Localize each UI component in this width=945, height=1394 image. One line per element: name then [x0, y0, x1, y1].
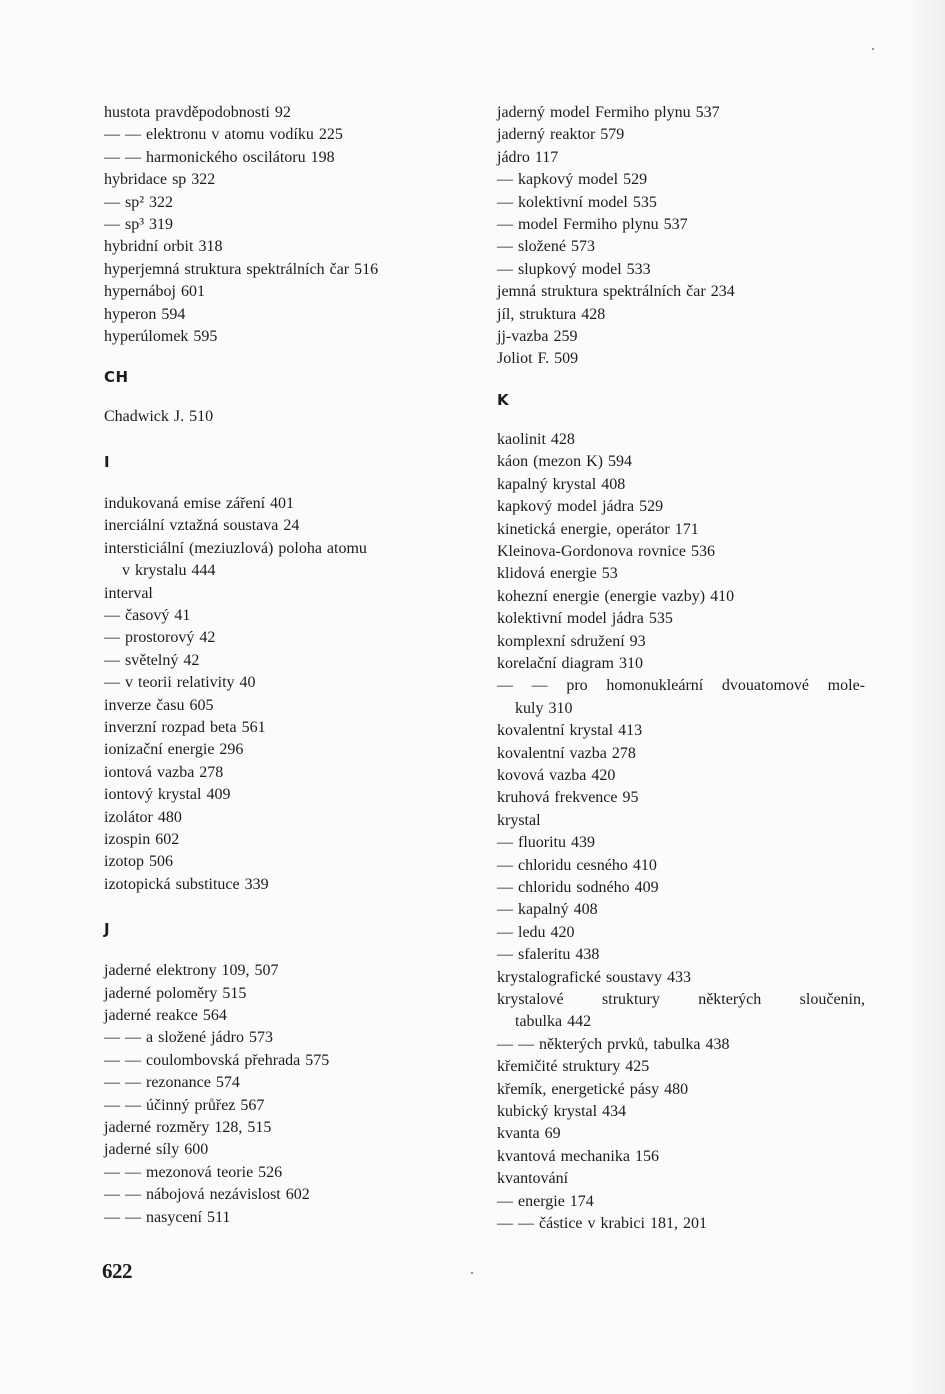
- index-entry: — sp² 322: [104, 193, 174, 211]
- section-heading-ch: CH: [104, 368, 129, 387]
- index-entry: káon (mezon K) 594: [497, 453, 632, 471]
- index-entry: kvantování: [497, 1170, 569, 1188]
- index-entry: — časový 41: [104, 606, 191, 624]
- index-entry: jj-vazba 259: [497, 328, 578, 346]
- index-entry: jádro 117: [497, 148, 559, 166]
- index-entry: — světelný 42: [104, 651, 200, 669]
- index-entry: — sp³ 319: [104, 216, 174, 234]
- index-entry: — kolektivní model 535: [497, 193, 657, 211]
- index-entry: kuly 310: [515, 699, 573, 717]
- index-column-right: [497, 102, 865, 1236]
- index-entry: izolátor 480: [104, 808, 182, 826]
- index-entry: Kleinova-Gordonova rovnice 536: [497, 542, 715, 560]
- index-entry: hypernáboj 601: [104, 283, 205, 301]
- index-entry: — prostorový 42: [104, 629, 216, 647]
- index-entry: kapalný krystal 408: [497, 475, 626, 493]
- index-entry: tabulka 442: [515, 1013, 592, 1031]
- index-entry: — — některých prvků, tabulka 438: [497, 1035, 730, 1053]
- index-entry: jaderné rozměry 128, 515: [104, 1119, 272, 1137]
- index-entry: — — nasycení 511: [104, 1208, 231, 1226]
- index-entry: kaolinit 428: [497, 430, 575, 448]
- index-entry: kvantová mechanika 156: [497, 1147, 659, 1165]
- section-heading-k: K: [497, 390, 510, 409]
- index-entry: jaderný reaktor 579: [497, 126, 625, 144]
- index-entry: krystal: [497, 811, 541, 829]
- paper-speck: [471, 1272, 473, 1274]
- index-entry: — ledu 420: [497, 923, 575, 941]
- index-entry: kohezní energie (energie vazby) 410: [497, 587, 735, 605]
- index-column-left: [104, 102, 464, 1229]
- index-entry: — — pro homonukleární dvouatomové mole-: [497, 677, 865, 695]
- index-entry: jaderné poloměry 515: [104, 984, 247, 1002]
- index-entry: jaderný model Fermiho plynu 537: [497, 104, 720, 121]
- index-block-i: [104, 493, 464, 896]
- index-entry: — kapkový model 529: [497, 171, 648, 189]
- index-entry: izospin 602: [104, 830, 180, 848]
- index-entry: klidová energie 53: [497, 565, 618, 583]
- index-entry: interval: [104, 584, 153, 602]
- index-entry: kvanta 69: [497, 1125, 561, 1143]
- index-entry: v krystalu 444: [122, 562, 216, 580]
- index-entry: izotopická substituce 339: [104, 875, 269, 893]
- page-number: 622: [102, 1259, 132, 1283]
- index-block-h: [104, 102, 464, 348]
- index-entry: — — mezonová teorie 526: [104, 1163, 283, 1181]
- index-entry: izotop 506: [104, 853, 173, 871]
- index-entry: hybridace sp 322: [104, 171, 216, 189]
- index-entry: — — coulombovská přehrada 575: [104, 1051, 330, 1069]
- index-entry: hyperúlomek 595: [104, 328, 218, 346]
- index-block-j-continued: [497, 102, 865, 371]
- index-entry: jaderné reakce 564: [104, 1007, 227, 1024]
- index-entry: hybridní orbit 318: [104, 238, 223, 256]
- index-entry: — v teorii relativity 40: [104, 674, 256, 692]
- index-entry: intersticiální (meziuzlová) poloha atomu: [104, 539, 367, 557]
- index-block-ch: [104, 406, 464, 428]
- index-entry: jíl, struktura 428: [497, 305, 606, 323]
- index-entry: — — a složené jádro 573: [104, 1029, 273, 1047]
- index-entry: inverze času 605: [104, 696, 214, 714]
- index-entry: — — rezonance 574: [104, 1074, 240, 1092]
- index-entry: krystalografické soustavy 433: [497, 968, 691, 986]
- index-entry: — fluoritu 439: [497, 834, 595, 852]
- index-entry: křemičité struktury 425: [497, 1058, 650, 1076]
- index-entry: Chadwick J. 510: [104, 408, 214, 426]
- index-entry: křemík, energetické pásy 480: [497, 1080, 689, 1098]
- index-entry: — sfaleritu 438: [497, 946, 600, 964]
- index-entry: hyperjemná struktura spektrálních čar 516: [104, 260, 379, 278]
- index-entry: Joliot F. 509: [497, 350, 579, 368]
- index-entry: — — nábojová nezávislost 602: [104, 1186, 310, 1204]
- index-entry: — — harmonického oscilátoru 198: [104, 148, 335, 166]
- index-entry: ionizační energie 296: [104, 741, 244, 759]
- index-block-j: [104, 960, 464, 1229]
- index-entry: inerciální vztažná soustava 24: [104, 517, 300, 535]
- index-entry: jaderné síly 600: [104, 1141, 209, 1159]
- index-entry: — chloridu sodného 409: [497, 879, 659, 896]
- index-entry: — model Fermiho plynu 537: [497, 216, 688, 234]
- index-entry: iontová vazba 278: [104, 763, 224, 781]
- section-heading-i: I: [104, 452, 111, 471]
- index-entry: — energie 174: [497, 1192, 594, 1210]
- index-block-k: [497, 429, 865, 1236]
- section-heading-j: J: [104, 920, 111, 939]
- index-entry: kubický krystal 434: [497, 1103, 627, 1121]
- index-entry: korelační diagram 310: [497, 654, 643, 672]
- index-entry: komplexní sdružení 93: [497, 632, 646, 650]
- index-entry: — kapalný 408: [497, 901, 598, 919]
- index-entry: indukovaná emise záření 401: [104, 494, 295, 512]
- index-entry: hyperon 594: [104, 305, 186, 323]
- index-entry: kovalentní vazba 278: [497, 744, 636, 762]
- paper-speck: [872, 48, 874, 50]
- index-entry: kinetická energie, operátor 171: [497, 520, 699, 538]
- index-entry: kolektivní model jádra 535: [497, 610, 673, 628]
- index-entry: — — elektronu v atomu vodíku 225: [104, 126, 343, 144]
- index-entry: kruhová frekvence 95: [497, 789, 639, 807]
- index-entry: — — částice v krabici 181, 201: [497, 1215, 707, 1233]
- index-entry: — chloridu cesného 410: [497, 856, 657, 874]
- index-entry: — — účinný průřez 567: [104, 1096, 265, 1114]
- index-entry: jaderné elektrony 109, 507: [104, 962, 279, 980]
- index-entry: kovová vazba 420: [497, 766, 616, 784]
- index-entry: jemná struktura spektrálních čar 234: [497, 283, 735, 301]
- index-entry: hustota pravděpodobnosti 92: [104, 104, 291, 121]
- index-entry: iontový krystal 409: [104, 786, 231, 804]
- index-entry: inverzní rozpad beta 561: [104, 718, 266, 736]
- index-entry: — slupkový model 533: [497, 260, 651, 278]
- index-entry: — složené 573: [497, 238, 595, 256]
- page-edge-shadow: [905, 0, 945, 1394]
- index-entry: kapkový model jádra 529: [497, 498, 664, 516]
- index-entry: kovalentní krystal 413: [497, 722, 643, 740]
- index-entry: krystalové struktury některých sloučenin,: [497, 991, 865, 1009]
